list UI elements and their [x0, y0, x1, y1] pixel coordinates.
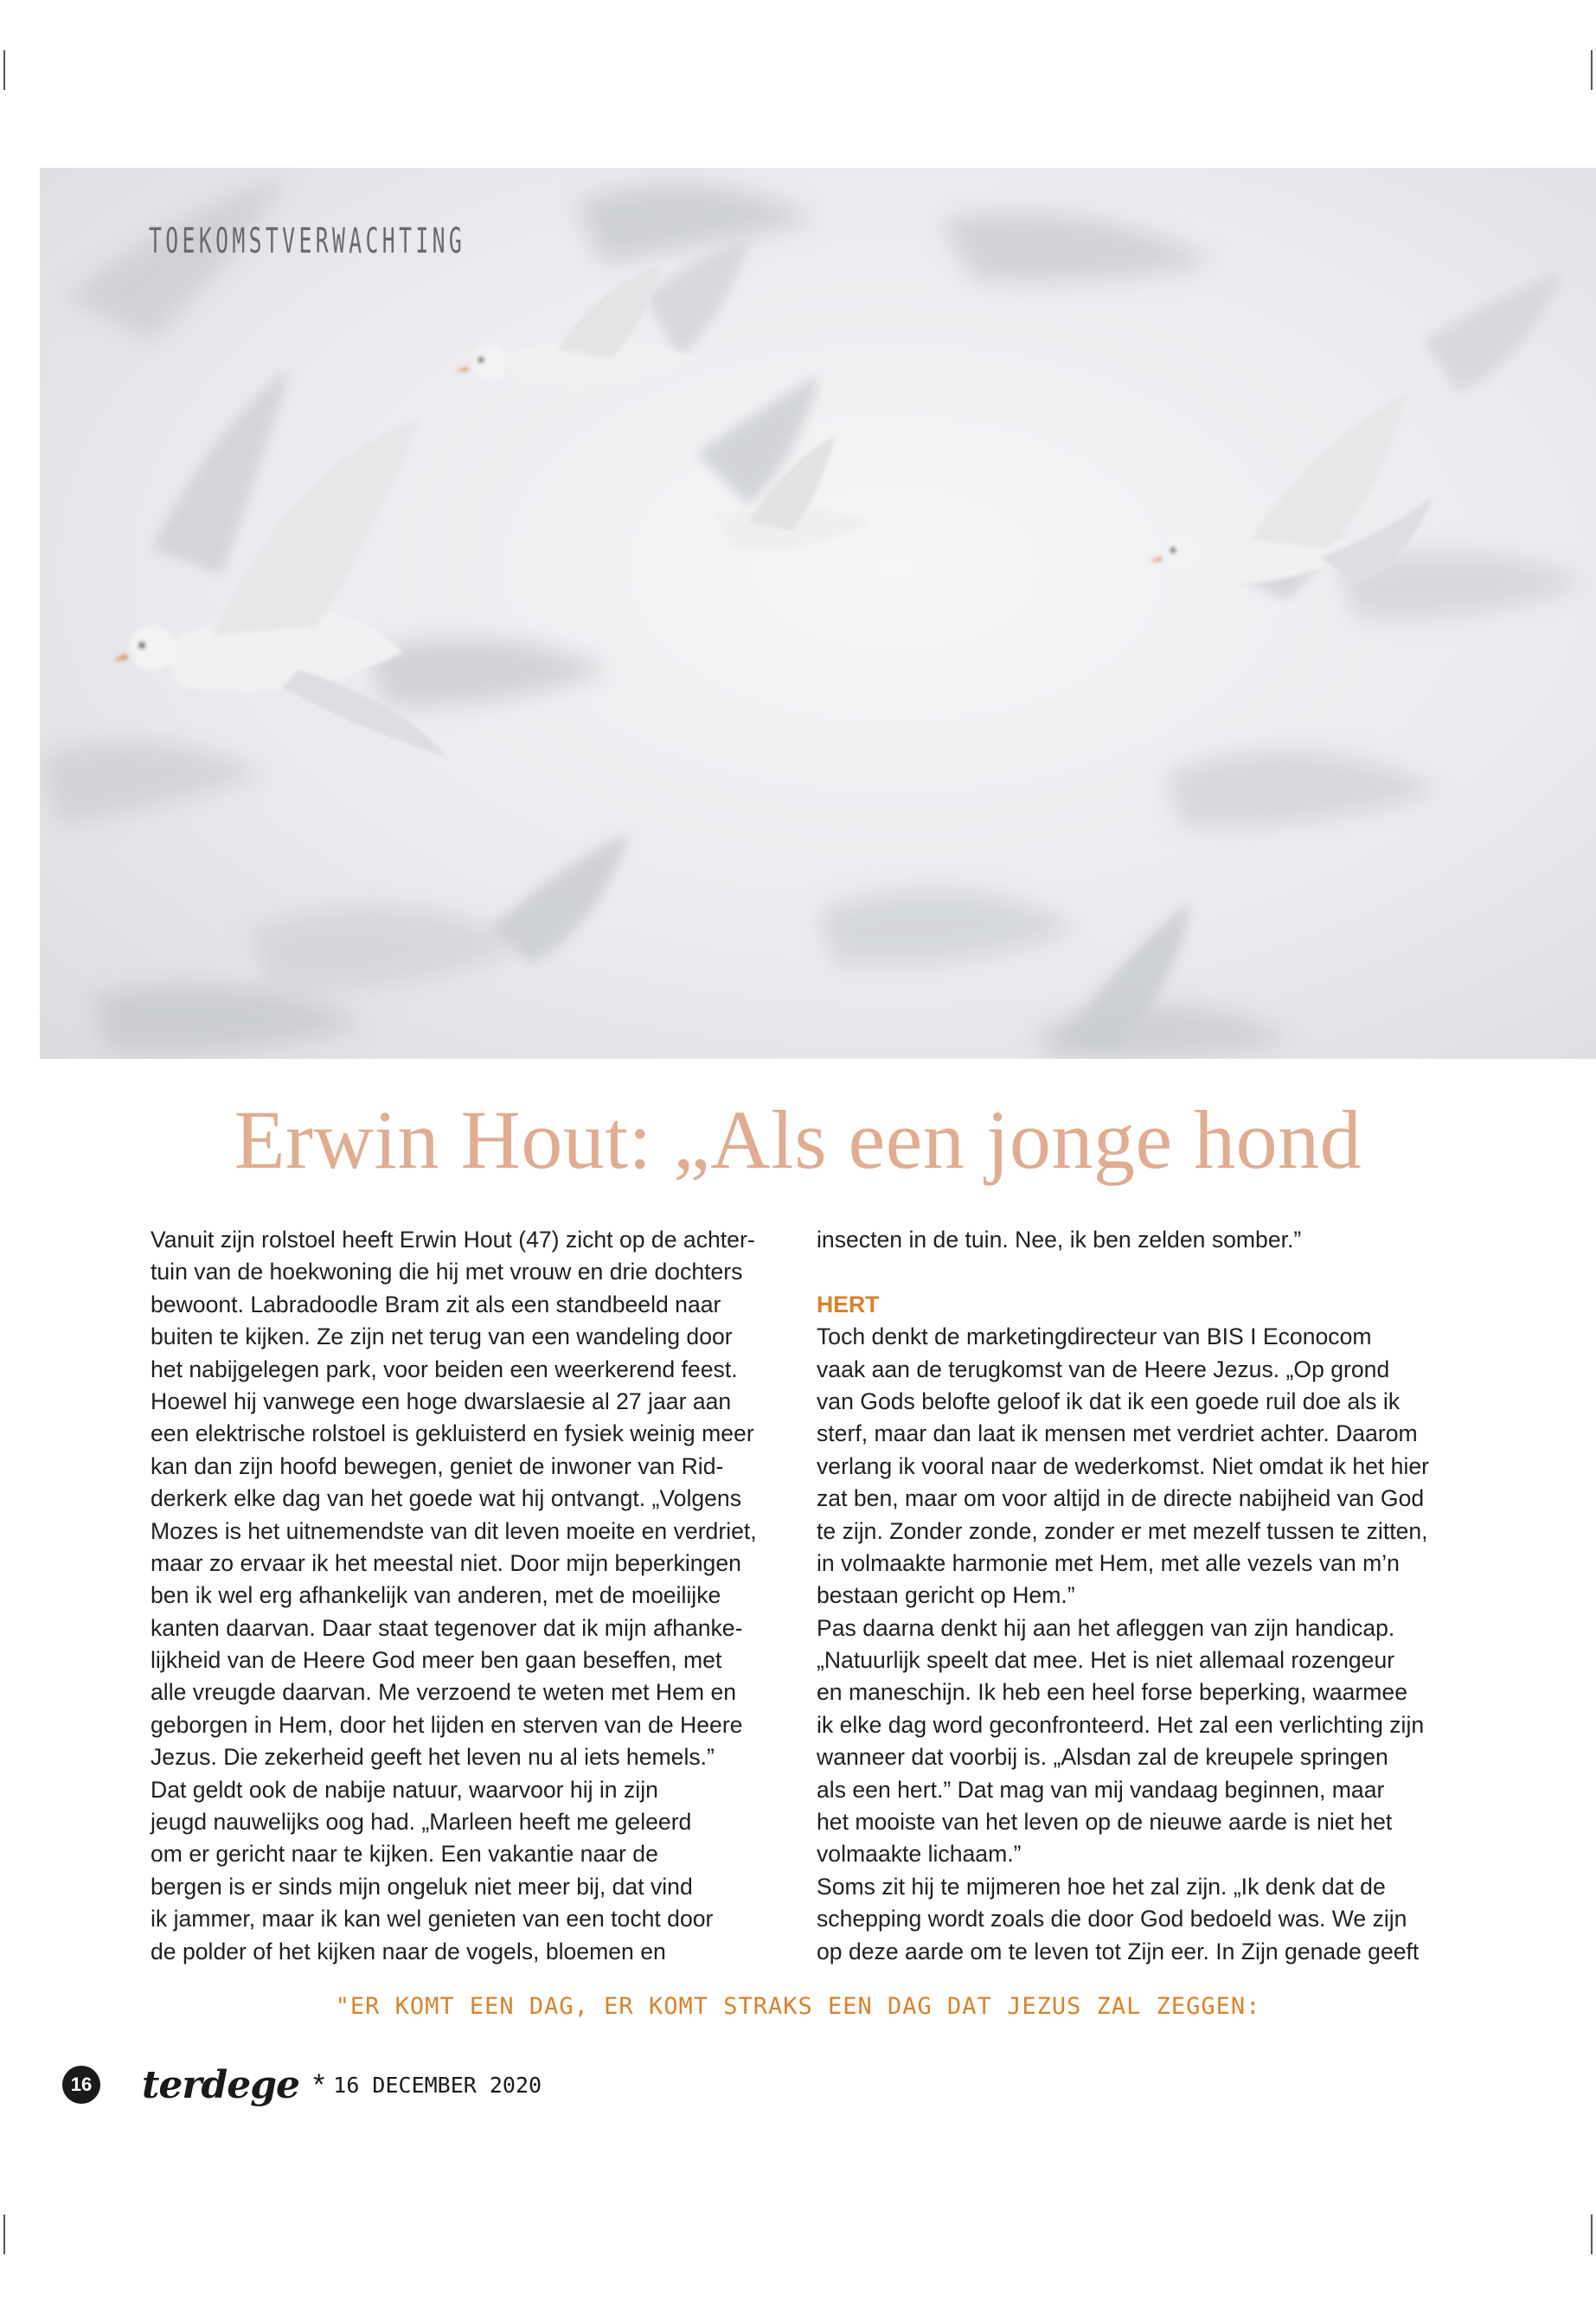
body-line: sterf, maar dan laat ik mensen met verdriet achter. Daarom — [817, 1420, 1418, 1447]
body-line: alle vreugde daarvan. Me verzoend te weten met Hem en — [151, 1679, 737, 1706]
body-line: in volmaakte harmonie met Hem, met alle vezels van m’n — [817, 1549, 1400, 1576]
body-line: ben ik wel erg afhankelijk van anderen, met de moeilijke — [151, 1582, 721, 1609]
body-line: maar zo ervaar ik het meestal niet. Door mijn beperkingen — [151, 1549, 741, 1576]
body-line: Jezus. Die zekerheid geeft het leven nu al iets hemels.” — [151, 1744, 715, 1771]
seagull-flock-illustration — [40, 168, 1596, 1059]
body-line: schepping wordt zoals die door God bedoeld was. We zijn — [817, 1906, 1407, 1932]
section-label: TOEKOMSTVERWACHTING — [149, 221, 466, 261]
body-line: kanten daarvan. Daar staat tegenover dat ik mijn afhanke- — [151, 1614, 743, 1641]
body-line: zat ben, maar om voor altijd in de directe nabijheid van God — [817, 1485, 1425, 1512]
body-line: insecten in de tuin. Nee, ik ben zelden somber.” — [817, 1227, 1302, 1253]
body-line: Vanuit zijn rolstoel heeft Erwin Hout (47) zicht op de achter- — [151, 1227, 755, 1253]
body-line: tuin van de hoekwoning die hij met vrouw en drie dochters — [151, 1259, 743, 1285]
body-line: Toch denkt de marketingdirecteur van BIS I Econocom — [817, 1324, 1372, 1350]
body-line: om er gericht naar te kijken. Een vakantie naar de — [151, 1841, 658, 1868]
body-line: een elektrische rolstoel is gekluisterd en fysiek weinig meer — [151, 1420, 754, 1447]
body-line: en maneschijn. Ik heb een heel forse beperking, waarmee — [817, 1679, 1407, 1706]
body-line: ik elke dag word geconfronteerd. Het zal een verlichting zijn — [817, 1711, 1425, 1738]
asterisk-separator: * — [313, 2067, 325, 2101]
body-line: volmaakte lichaam.” — [817, 1841, 1022, 1868]
body-line: lijkheid van de Heere God meer ben gaan beseffen, met — [151, 1647, 722, 1674]
body-line: buiten te kijken. Ze zijn net terug van een wandeling door — [151, 1324, 733, 1350]
page-number-badge — [62, 2066, 100, 2104]
body-line: op deze aarde om te leven tot Zijn eer. In Zijn genade geeft — [817, 1938, 1420, 1965]
body-line: het mooiste van het leven op de nieuwe aarde is niet het — [817, 1809, 1393, 1836]
body-line: vaak aan de terugkomst van de Heere Jezus. „Op grond — [817, 1356, 1390, 1382]
body-line: bewoont. Labradoodle Bram zit als een standbeeld naar — [151, 1291, 721, 1317]
body-line: kan dan zijn hoofd bewegen, geniet de inwoner van Rid- — [151, 1452, 724, 1479]
body-line: „Natuurlijk speelt dat mee. Het is niet allemaal rozengeur — [817, 1647, 1395, 1674]
body-line: Dat geldt ook de nabije natuur, waarvoor hij in zijn — [151, 1776, 658, 1803]
body-line: geborgen in Hem, door het lijden en sterven van de Heere — [151, 1711, 743, 1738]
body-line: Soms zit hij te mijmeren hoe het zal zijn. „Ik denk dat de — [817, 1873, 1386, 1900]
body-line: jeugd nauwelijks oog had. „Marleen heeft me geleerd — [151, 1809, 692, 1836]
magazine-logo: terdege — [142, 2062, 300, 2107]
body-line: verlang ik vooral naar de wederkomst. Niet omdat ik het hier — [817, 1452, 1430, 1479]
pull-quote: "ER KOMT EEN DAG, ER KOMT STRAKS EEN DAG DAT JEZUS ZAL ZEGGEN: — [335, 1993, 1261, 2020]
body-line: de polder of het kijken naar de vogels, bloemen en — [151, 1938, 666, 1965]
crop-mark-top-right — [1591, 50, 1593, 90]
article-column-left — [151, 1224, 791, 1968]
issue-date: 16 DECEMBER 2020 — [333, 2072, 542, 2098]
page-number: 16 — [70, 2073, 93, 2095]
section-subhead: HERT — [817, 1291, 880, 1317]
body-line: Pas daarna denkt hij aan het afleggen van zijn handicap. — [817, 1614, 1395, 1641]
body-line: te zijn. Zonder zonde, zonder er met mezelf tussen te zitten, — [817, 1517, 1428, 1544]
crop-mark-bottom-right — [1591, 2214, 1593, 2254]
body-line: ik jammer, maar ik kan wel genieten van een tocht door — [151, 1906, 714, 1932]
crop-mark-top-left — [3, 50, 5, 90]
page-footer — [62, 2061, 542, 2109]
article-headline: Erwin Hout: „Als een jonge hond — [234, 1093, 1362, 1186]
body-line: het nabijgelegen park, voor beiden een weerkerend feest. — [151, 1356, 738, 1382]
body-line: van Gods belofte geloof ik dat ik een goede ruil doe als ik — [817, 1388, 1401, 1414]
crop-mark-bottom-left — [3, 2214, 5, 2254]
body-line: derkerk elke dag van het goede wat hij ontvangt. „Volgens — [151, 1485, 742, 1512]
body-line: bergen is er sinds mijn ongeluk niet meer bij, dat vind — [151, 1873, 693, 1900]
hero-photo-seagulls — [40, 168, 1596, 1059]
body-line: als een hert.” Dat mag van mij vandaag beginnen, maar — [817, 1776, 1385, 1803]
body-line: wanneer dat voorbij is. „Alsdan zal de kreupele springen — [817, 1744, 1388, 1771]
body-line: Hoewel hij vanwege een hoge dwarslaesie al 27 jaar aan — [151, 1388, 732, 1414]
body-line: Mozes is het uitnemendste van dit leven moeite en verdriet, — [151, 1517, 757, 1544]
body-line: bestaan gericht op Hem.” — [817, 1582, 1075, 1609]
article-column-right — [817, 1224, 1450, 1968]
